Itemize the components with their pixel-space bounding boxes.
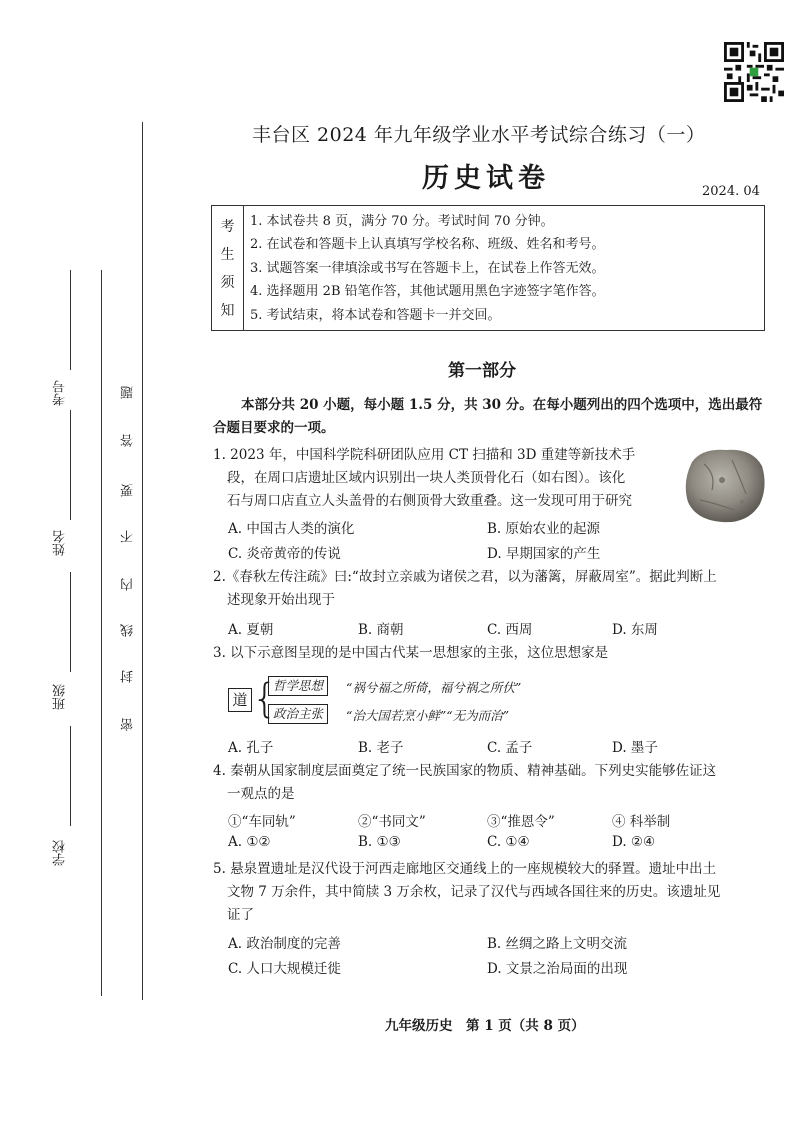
option-1a[interactable]: A. 中国古人类的演化 bbox=[228, 521, 355, 537]
notice-heading bbox=[212, 206, 244, 330]
diagram-quote-philosophy: “祸兮福之所倚，福兮祸之所伏” bbox=[346, 680, 522, 695]
notice-heading-char: 生 bbox=[220, 247, 235, 263]
notice-item: 4. 选择题用 2B 铅笔作答，其他试题用黑色字迹签字笔作答。 bbox=[250, 284, 605, 300]
option-4d[interactable]: D. ②④ bbox=[612, 834, 656, 850]
option-1b[interactable]: B. 原始农业的起源 bbox=[487, 521, 601, 537]
notice-heading-char: 考 bbox=[220, 219, 235, 235]
option-4c[interactable]: C. ①④ bbox=[487, 834, 530, 850]
question-3 bbox=[213, 642, 769, 665]
section-intro: 本部分共 20 小题，每小题 1.5 分，共 30 分。在每小题列出的四个选项中，选出最符合题目要求的一项。 bbox=[213, 397, 763, 436]
notice-item: 2. 在试卷和答题卡上认真填写学校名称、班级、姓名和考号。 bbox=[250, 237, 605, 253]
question-stem-line: 5. 悬泉置遗址是汉代设于河西走廊地区交通线上的一座规模较大的驿置。遗址中出土 bbox=[213, 861, 717, 877]
name-blank[interactable] bbox=[70, 572, 71, 672]
exam-notice-box bbox=[211, 205, 765, 331]
subject-title: 历史试卷 bbox=[422, 163, 550, 194]
question-stem-line: 段，在周口店遗址区域内识别出一块人类顶骨化石（如右图）。该化 bbox=[227, 470, 626, 486]
exam-number-blank-lower bbox=[70, 410, 71, 520]
question-stem-line: 2.《春秋左传注疏》曰:“故封立亲戚为诸侯之君，以为藩篱，屏蔽周室”。据此判断上 bbox=[213, 569, 717, 585]
option-2d[interactable]: D. 东周 bbox=[612, 622, 658, 638]
seal-char: 密 bbox=[121, 718, 136, 731]
question-5 bbox=[213, 858, 769, 927]
option-1c[interactable]: C. 炎帝黄帝的传说 bbox=[228, 546, 341, 562]
brace-icon: { bbox=[252, 676, 278, 722]
binding-line-inner bbox=[142, 122, 143, 1000]
seal-char: 内 bbox=[121, 578, 136, 591]
option-5d[interactable]: D. 文景之治局面的出现 bbox=[487, 961, 628, 977]
option-5a[interactable]: A. 政治制度的完善 bbox=[228, 936, 341, 952]
notice-item: 5. 考试结束，将本试卷和答题卡一并交回。 bbox=[250, 307, 501, 323]
field-label-class: 班级 bbox=[53, 684, 68, 710]
notice-item: 1. 本试卷共 8 页，满分 70 分。考试时间 70 分钟。 bbox=[250, 214, 554, 229]
option-3c[interactable]: C. 孟子 bbox=[487, 740, 533, 756]
option-5c[interactable]: C. 人口大规模迁徙 bbox=[228, 961, 341, 977]
option-4b[interactable]: B. ①③ bbox=[358, 834, 401, 850]
question-stem-line: 1. 2023 年，中国科学院科研团队应用 CT 扫描和 3D 重建等新技术手 bbox=[213, 447, 636, 463]
seal-char: 不 bbox=[121, 530, 136, 543]
statement-2: ②“书同文” bbox=[358, 814, 426, 830]
diagram-quote-politics: “治大国若烹小鲜”“无为而治” bbox=[346, 708, 510, 723]
diagram-tag-politics: 政治主张 bbox=[268, 704, 328, 724]
seal-char: 题 bbox=[121, 386, 136, 399]
diagram-center: 道 bbox=[228, 688, 252, 712]
notice-item: 3. 试题答案一律填涂或书写在答题卡上，在试卷上作答无效。 bbox=[250, 260, 605, 276]
statement-1: ①“车同轨” bbox=[228, 814, 296, 830]
option-3a[interactable]: A. 孔子 bbox=[228, 740, 274, 756]
statement-4: ④ 科举制 bbox=[612, 814, 671, 830]
exam-number-blank[interactable] bbox=[70, 270, 71, 370]
option-5b[interactable]: B. 丝绸之路上文明交流 bbox=[487, 936, 628, 952]
option-3d[interactable]: D. 墨子 bbox=[612, 740, 658, 756]
notice-list bbox=[250, 210, 758, 327]
question-stem-line: 石与周口店直立人头盖骨的右侧顶骨大致重叠。这一发现可用于研究 bbox=[227, 493, 632, 509]
question-stem-line: 述现象开始出现于 bbox=[227, 592, 335, 608]
seal-char: 线 bbox=[121, 624, 136, 637]
question-stem-line: 一观点的是 bbox=[227, 786, 295, 802]
seal-char: 封 bbox=[121, 670, 136, 683]
question-1 bbox=[213, 444, 683, 513]
diagram-tag-philosophy: 哲学思想 bbox=[268, 676, 328, 696]
binding-line-outer bbox=[101, 270, 102, 996]
notice-heading-char: 须 bbox=[220, 275, 235, 291]
question-4 bbox=[213, 760, 769, 806]
option-2a[interactable]: A. 夏朝 bbox=[228, 622, 274, 638]
exam-title: 丰台区 2024 年九年级学业水平考试综合练习（一） bbox=[252, 124, 706, 146]
option-2c[interactable]: C. 西周 bbox=[487, 622, 533, 638]
field-label-exam-number: 考号 bbox=[53, 380, 68, 406]
seal-char: 要 bbox=[121, 484, 136, 497]
class-blank[interactable] bbox=[70, 726, 71, 826]
notice-heading-char: 知 bbox=[220, 303, 235, 319]
option-4a[interactable]: A. ①② bbox=[228, 834, 271, 850]
question-2 bbox=[213, 566, 769, 612]
field-label-name: 姓名 bbox=[53, 530, 68, 556]
option-1d[interactable]: D. 早期国家的产生 bbox=[487, 546, 601, 562]
skull-fossil-image bbox=[682, 444, 766, 526]
statement-3: ③“推恩令” bbox=[487, 814, 555, 830]
option-2b[interactable]: B. 商朝 bbox=[358, 622, 404, 638]
page-footer: 九年级历史 第 1 页（共 8 页） bbox=[385, 1018, 585, 1034]
question-stem-line: 证了 bbox=[227, 907, 254, 923]
question-stem-line: 文物 7 万余件，其中简牍 3 万余枚，记录了汉代与西域各国往来的历史。该遗址见 bbox=[227, 884, 721, 900]
seal-char: 答 bbox=[121, 434, 136, 447]
question-stem-line: 3. 以下示意图呈现的是中国古代某一思想家的主张，这位思想家是 bbox=[213, 645, 609, 661]
question-stem-line: 4. 秦朝从国家制度层面奠定了统一民族国家的物质、精神基础。下列史实能够佐证这 bbox=[213, 763, 717, 779]
option-3b[interactable]: B. 老子 bbox=[358, 740, 404, 756]
qr-code-icon bbox=[724, 42, 784, 102]
exam-date: 2024. 04 bbox=[702, 184, 760, 199]
field-label-school: 学校 bbox=[53, 840, 68, 866]
section-title: 第一部分 bbox=[448, 361, 516, 381]
laozi-thought-diagram bbox=[228, 674, 588, 730]
